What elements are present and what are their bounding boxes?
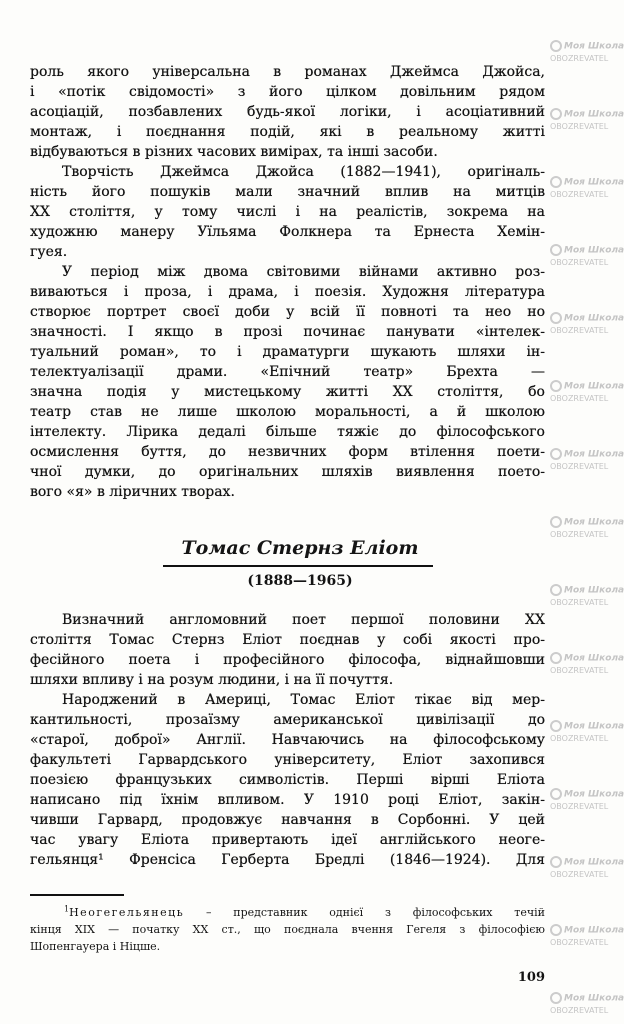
text-line: XX століття, у тому числі і на реалістів, зокрема на (30, 204, 545, 220)
watermark (550, 856, 624, 881)
watermark-logo-icon (550, 176, 562, 188)
watermark-brand-moya-shkola: Моя Школа (564, 381, 624, 392)
watermark-brand-moya-shkola: Моя Школа (564, 993, 624, 1004)
watermark-row (550, 176, 624, 189)
watermark-logo-icon (550, 40, 562, 52)
text-line: гуея. (30, 244, 68, 260)
watermark-row (550, 448, 624, 461)
text-line: театр став не лише школою моральності, а й школою (30, 404, 545, 420)
watermark-brand-obozrevatel: OBOZREVATEL (550, 53, 609, 63)
footnote-text: – представник однієї з філософських течій (184, 906, 545, 919)
watermark (550, 992, 624, 1017)
watermark (550, 652, 624, 677)
text-line: написано під їхнім впливом. У 1910 році Еліот, закін- (30, 792, 545, 808)
text-line: роль якого універсальна в романах Джеймса Джойса, (30, 64, 545, 80)
watermark (550, 244, 624, 269)
watermark-row (550, 312, 624, 325)
watermark (550, 108, 624, 133)
text-line: значності. І якщо в прозі починає панувати «інтелек- (30, 324, 545, 340)
watermark-row (550, 516, 624, 529)
watermark-logo-icon (550, 924, 562, 936)
watermark-logo-icon (550, 312, 562, 324)
page-number: 109 (517, 970, 545, 985)
watermark-row (550, 720, 624, 733)
watermark (550, 516, 624, 541)
text-line: фесійного поета і професійного філософа, віднайшовши (30, 652, 545, 668)
watermark-logo-icon (550, 244, 562, 256)
text-line: факультеті Гарвардського університету, Еліот захопився (30, 752, 545, 768)
text-line: чивши Гарвард, продовжує навчання в Сорбонні. У цей (30, 812, 545, 828)
watermark (550, 176, 624, 201)
watermark-row (550, 108, 624, 121)
watermark-row (550, 924, 624, 937)
watermark-brand-obozrevatel: OBOZREVATEL (550, 733, 609, 743)
watermark (550, 312, 624, 337)
text-line: століття Томас Стернз Еліот поєднав у собі якості про- (30, 632, 545, 648)
watermark-logo-icon (550, 788, 562, 800)
watermark-brand-moya-shkola: Моя Школа (564, 245, 624, 256)
watermark (550, 924, 624, 949)
footnote-line-3: Шопенгауера і Ніцше. (30, 940, 161, 953)
watermark (550, 40, 624, 65)
watermark-logo-icon (550, 992, 562, 1004)
watermark-brand-moya-shkola: Моя Школа (564, 925, 624, 936)
watermark-brand-moya-shkola: Моя Школа (564, 313, 624, 324)
watermark-logo-icon (550, 584, 562, 596)
text-line: монтаж, і поєднання подій, які в реальному житті (30, 124, 545, 140)
text-line: туальний роман», то і драматурги шукають шляхи ін- (30, 344, 545, 360)
text-line: і «потік свідомості» з його цілком довільним рядом (30, 84, 545, 100)
watermark (550, 448, 624, 473)
footnote-divider (30, 894, 124, 896)
watermark-brand-moya-shkola: Моя Школа (564, 653, 624, 664)
watermark-logo-icon (550, 380, 562, 392)
watermark-brand-moya-shkola: Моя Школа (564, 177, 624, 188)
watermark-row (550, 40, 624, 53)
text-line: шляхи впливу і на розум людини, і на її почуття. (30, 672, 394, 688)
watermark-brand-moya-shkola: Моя Школа (564, 789, 624, 800)
watermark-row (550, 652, 624, 665)
text-line: У період між двома світовими війнами активно роз- (62, 264, 545, 280)
watermark-brand-moya-shkola: Моя Школа (564, 857, 624, 868)
watermark-brand-moya-shkola: Моя Школа (564, 585, 624, 596)
watermark-brand-obozrevatel: OBOZREVATEL (550, 121, 609, 131)
text-line: «старої, доброї» Англії. Навчаючись на філософському (30, 732, 545, 748)
watermark (550, 584, 624, 609)
watermark (550, 380, 624, 405)
text-line: асоціацій, позбавлених будь-якої логіки, і асоціативний (30, 104, 545, 120)
text-line: телектуалізації драми. «Епічний театр» Брехта — (30, 364, 545, 380)
watermark-logo-icon (550, 856, 562, 868)
text-line: створює портрет своєї доби у всій її повноті та нео но (30, 304, 545, 320)
watermark (550, 788, 624, 813)
watermark-brand-obozrevatel: OBOZREVATEL (550, 393, 609, 403)
text-line: кантильності, прозаїзму американської цивілізації до (30, 712, 545, 728)
watermark-row (550, 992, 624, 1005)
footnote-term: Неогегельянець (69, 906, 185, 919)
watermark-brand-obozrevatel: OBOZREVATEL (550, 801, 609, 811)
watermark-brand-moya-shkola: Моя Школа (564, 41, 624, 52)
text-line: Народжений в Америці, Томас Еліот тікає від мер- (62, 692, 545, 708)
text-line: час увагу Еліота привертають ідеї англійського неоге- (30, 832, 545, 848)
watermark-logo-icon (550, 448, 562, 460)
text-line: гельянця¹ Френсіса Герберта Бредлі (1846—1924). Для (30, 852, 545, 868)
watermark-row (550, 380, 624, 393)
watermark-logo-icon (550, 108, 562, 120)
watermark (550, 720, 624, 745)
section-title: Томас Стернз Еліот (181, 537, 419, 559)
watermark-row (550, 856, 624, 869)
text-line: чної думки, до оригінальних шляхів виявлення поето- (30, 464, 545, 480)
watermark-brand-obozrevatel: OBOZREVATEL (550, 1005, 609, 1015)
text-line: інтелекту. Лірика дедалі більше тяжіє до філософського (30, 424, 545, 440)
watermark-brand-moya-shkola: Моя Школа (564, 449, 624, 460)
watermark-brand-obozrevatel: OBOZREVATEL (550, 665, 609, 675)
watermark-row (550, 584, 624, 597)
text-line: вого «я» в ліричних творах. (30, 484, 235, 500)
watermark-brand-obozrevatel: OBOZREVATEL (550, 461, 609, 471)
text-line: художню манеру Уїльяма Фолкнера та Ернеста Хемін- (30, 224, 545, 240)
text-line: Творчість Джеймса Джойса (1882—1941), оригіналь- (62, 164, 545, 180)
watermark-brand-obozrevatel: OBOZREVATEL (550, 529, 609, 539)
watermark-row (550, 244, 624, 257)
watermark-logo-icon (550, 652, 562, 664)
text-line: виваються і проза, і драма, і поезія. Художня література (30, 284, 545, 300)
watermark-brand-obozrevatel: OBOZREVATEL (550, 937, 609, 947)
footnote-line-2: кінця XIX — початку XX ст., що поєднала вчення Гегеля з філософією (30, 923, 545, 936)
watermark-brand-obozrevatel: OBOZREVATEL (550, 257, 609, 267)
section-dates: (1888—1965) (247, 573, 353, 589)
watermark-row (550, 788, 624, 801)
watermark-logo-icon (550, 516, 562, 528)
watermark-logo-icon (550, 720, 562, 732)
text-line: Визначний англомовний поет першої половини XX (62, 612, 545, 628)
watermark-brand-obozrevatel: OBOZREVATEL (550, 189, 609, 199)
footnote-marker: 1 (64, 904, 70, 914)
text-line: ність його пошуків мали значний вплив на митців (30, 184, 545, 200)
watermark-brand-moya-shkola: Моя Школа (564, 721, 624, 732)
text-line: відбуваються в різних часових вимірах, та інші засоби. (30, 144, 438, 160)
watermark-brand-obozrevatel: OBOZREVATEL (550, 325, 609, 335)
watermark-brand-moya-shkola: Моя Школа (564, 517, 624, 528)
watermark-brand-obozrevatel: OBOZREVATEL (550, 597, 609, 607)
footnote-line-1 (64, 904, 545, 921)
watermark-brand-obozrevatel: OBOZREVATEL (550, 869, 609, 879)
text-line: значна подія у мистецькому житті XX століття, бо (30, 384, 545, 400)
text-line: осмислення буття, до незвичних форм втілення поети- (30, 444, 545, 460)
watermark-brand-moya-shkola: Моя Школа (564, 109, 624, 120)
title-underline (163, 565, 433, 567)
text-line: поезією французьких символістів. Перші вірші Еліота (30, 772, 545, 788)
